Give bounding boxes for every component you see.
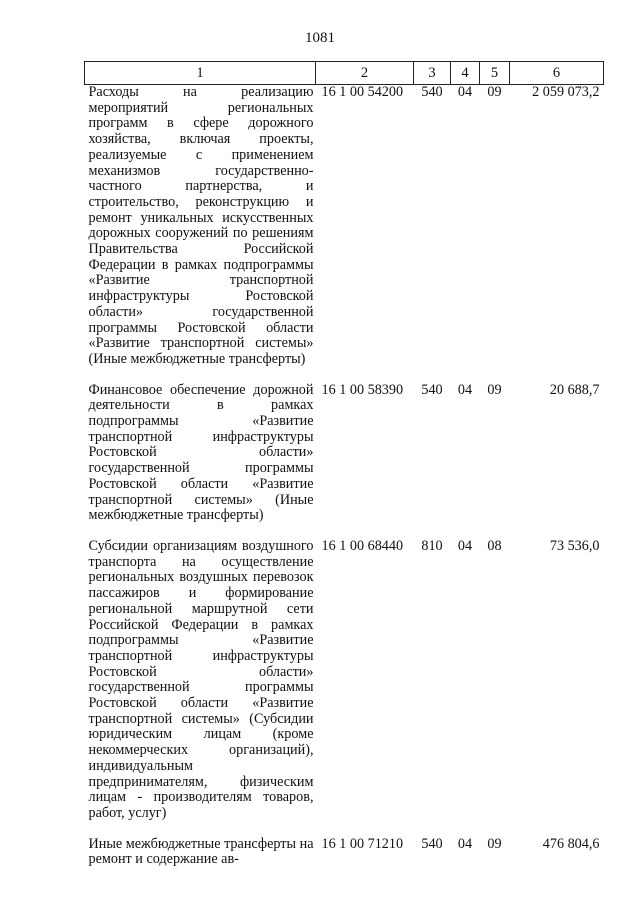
row-expense-type: 540: [421, 84, 443, 100]
row-target-code: 16 1 00 54200: [321, 84, 404, 100]
row-section: 04: [457, 84, 473, 100]
row-amount: 476 804,6: [542, 835, 600, 852]
row-subsection: 08: [487, 537, 502, 554]
table-row: [85, 85, 604, 383]
row-target-code: 16 1 00 68440: [321, 537, 404, 554]
header-col-5: 5: [480, 62, 510, 85]
row-target-code: 16 1 00 58390: [321, 381, 404, 398]
row-subsection: 09: [487, 835, 502, 852]
row-amount: 2 059 073,2: [532, 84, 600, 100]
row-amount: 20 688,7: [549, 381, 600, 398]
budget-table: [84, 61, 604, 883]
table-row: [85, 383, 604, 539]
row-section: 04: [457, 835, 473, 852]
header-col-2: 2: [316, 62, 414, 85]
row-description: Расходы на реализацию мероприятий региональных программ в сфере дорожного хозяйства, включая проекты, реализуемые с применением механизмов государственно-частного партнерства, и строительство, реконструкцию и ремонт уникальных искусственных дорожных сооружений по решениям Правительства Российской Федерации в рамках подпрограммы «Развитие транспортной инфраструктуры Ростовской области» государственной программы Ростовской области «Развитие транспортной системы» (Иные межбюджетные трансферты): [88, 84, 314, 367]
header-col-4: 4: [451, 62, 480, 85]
row-description: Финансовое обеспечение дорожной деятельности в рамках подпрограммы «Развитие транспортной инфраструктуры Ростовской области» государственной программы Ростовской области «Развитие транспортной системы» (Иные межбюджетные трансферты): [88, 381, 314, 524]
row-target-code: 16 1 00 71210: [321, 835, 404, 852]
table-row: [85, 837, 604, 883]
row-expense-type: 810: [421, 537, 443, 554]
row-subsection: 09: [487, 84, 502, 100]
header-col-3: 3: [414, 62, 451, 85]
row-amount: 73 536,0: [549, 537, 600, 554]
row-subsection: 09: [487, 381, 502, 398]
header-col-6: 6: [510, 62, 604, 85]
row-section: 04: [457, 537, 473, 554]
row-expense-type: 540: [421, 381, 443, 398]
header-col-1: 1: [85, 62, 316, 85]
page-number: 1081: [305, 30, 335, 46]
row-section: 04: [457, 381, 473, 398]
row-description: Иные межбюджетные трансферты на ремонт и содержание ав-: [88, 835, 314, 868]
table-header: [85, 62, 604, 85]
row-description: Субсидии организациям воздушного транспорта на осуществление региональных воздушных перевозок пассажиров и формирование региональной маршрутной сети Российской Федерации в рамках подпрограммы «Развитие транспортной инфраструктуры Ростовской области» государственной программы Ростовской области «Развитие транспортной системы» (Субсидии юридическим лицам (кроме некоммерческих организаций), индивидуальным предпринимателям, физическим лицам - производителям товаров, работ, услуг): [88, 537, 314, 821]
table-row: [85, 539, 604, 837]
row-expense-type: 540: [421, 835, 443, 852]
